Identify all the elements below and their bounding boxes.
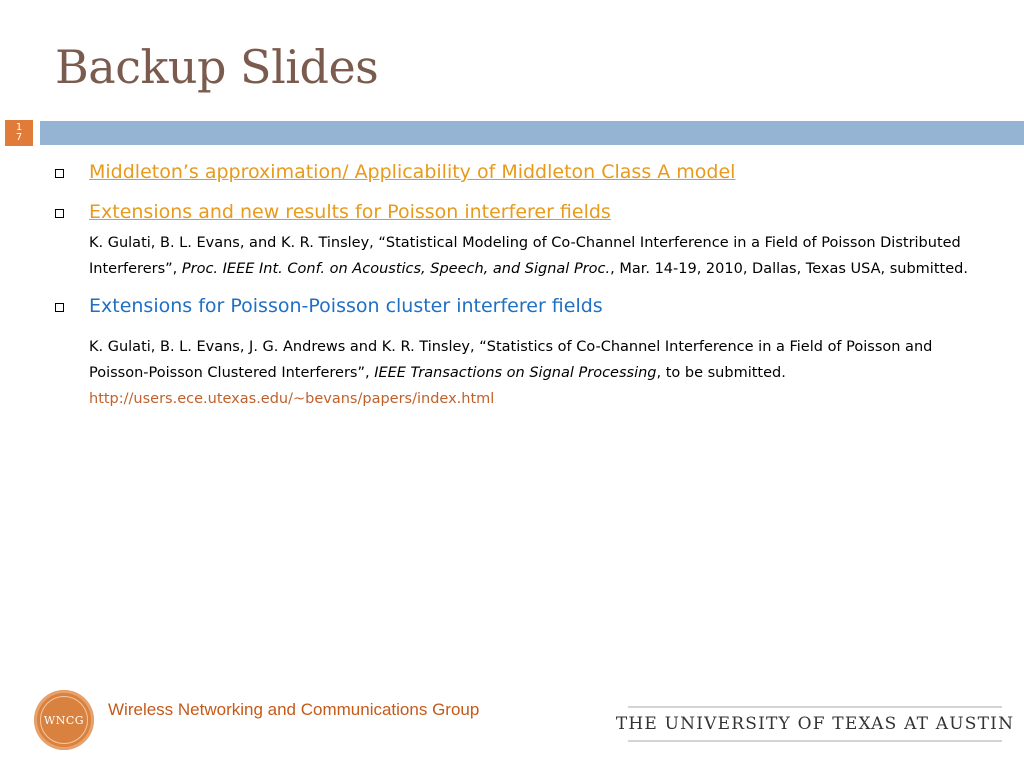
header-bar bbox=[40, 121, 1024, 145]
reference-1 bbox=[55, 230, 995, 282]
group-name: Wireless Networking and Communications Group bbox=[108, 700, 480, 719]
bullet-item bbox=[55, 294, 995, 318]
logo-text: WNCG bbox=[43, 713, 85, 727]
poisson-cluster-extensions-text: Extensions for Poisson-Poisson cluster interferer fields bbox=[89, 295, 603, 317]
middleton-approximation-link[interactable]: Middleton’s approximation/ Applicability of Middleton Class A model bbox=[89, 161, 736, 183]
slide-number-digit-1: 1 bbox=[15, 122, 23, 133]
poisson-extensions-link[interactable]: Extensions and new results for Poisson interferer fields bbox=[89, 201, 611, 223]
reference-2-details: , to be submitted. bbox=[656, 365, 786, 381]
reference-2-venue: IEEE Transactions on Signal Processing bbox=[374, 365, 657, 381]
reference-1-venue: Proc. IEEE Int. Conf. on Acoustics, Speech, and Signal Proc. bbox=[181, 261, 611, 277]
wncg-logo bbox=[34, 690, 94, 750]
reference-1-details: , Mar. 14-19, 2010, Dallas, Texas USA, submitted. bbox=[610, 261, 968, 277]
university-name: THE UNIVERSITY OF TEXAS AT AUSTIN bbox=[615, 714, 1015, 734]
reference-2 bbox=[55, 334, 995, 412]
square-bullet-icon bbox=[55, 209, 64, 218]
reference-2-authors-title: K. Gulati, B. L. Evans, J. G. Andrews and K. R. Tinsley, “Statistics of Co-Channel Interference in a Field of Poisson and Poisson-Poisson Clustered Interferers”, bbox=[89, 339, 933, 381]
square-bullet-icon bbox=[55, 303, 64, 312]
bullet-list bbox=[55, 160, 995, 424]
bullet-item bbox=[55, 200, 995, 224]
slide-title: Backup Slides bbox=[55, 40, 379, 94]
square-bullet-icon bbox=[55, 169, 64, 178]
papers-url-link[interactable]: http://users.ece.utexas.edu/~bevans/papers/index.html bbox=[89, 391, 495, 407]
bullet-item bbox=[55, 160, 995, 184]
university-logo bbox=[615, 706, 1015, 742]
slide-number-digit-2: 7 bbox=[15, 132, 23, 143]
slide-number-badge bbox=[5, 120, 33, 146]
reference-1-authors-title: K. Gulati, B. L. Evans, and K. R. Tinsley, “Statistical Modeling of Co-Channel Interference in a Field of Poisson Distributed Interferers”, bbox=[89, 235, 961, 277]
